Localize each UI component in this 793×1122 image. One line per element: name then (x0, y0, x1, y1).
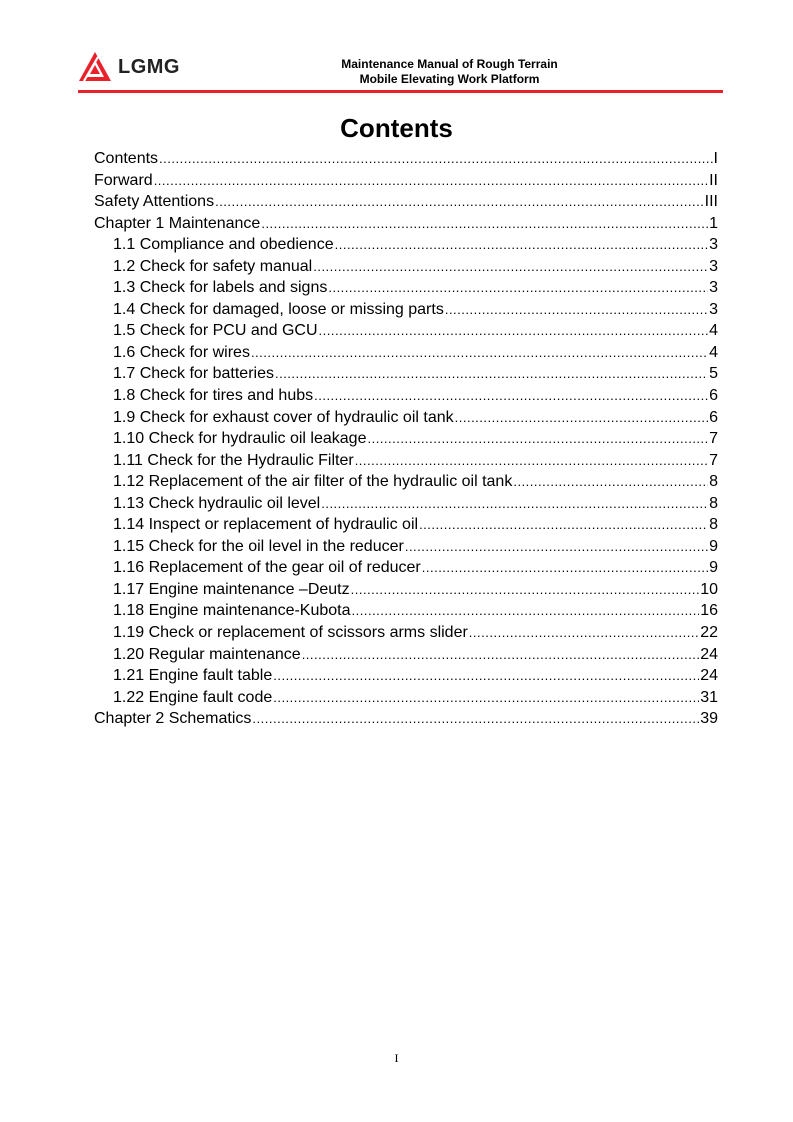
toc-entry[interactable] (94, 363, 718, 385)
toc-entry-page: 8 (709, 494, 718, 512)
toc-entry[interactable] (94, 148, 718, 170)
page-header (78, 48, 723, 94)
toc-dot-leader (405, 536, 708, 558)
toc-dot-leader (335, 234, 708, 256)
toc-dot-leader (302, 644, 700, 666)
toc-entry-page: 24 (700, 667, 718, 685)
toc-entry[interactable] (94, 644, 718, 666)
toc-entry-page: 31 (700, 688, 718, 706)
toc-entry-page: 3 (709, 257, 718, 275)
toc-entry-page: 8 (709, 473, 718, 491)
toc-entry-label: 1.14 Inspect or replacement of hydraulic oil (113, 516, 419, 534)
toc-entry-page: 7 (709, 451, 718, 469)
toc-entry-page: I (713, 150, 718, 167)
toc-entry[interactable] (94, 299, 718, 321)
toc-entry-page: 9 (709, 537, 718, 555)
toc-entry[interactable] (94, 256, 718, 278)
toc-dot-leader (273, 665, 699, 687)
toc-entry-page: 3 (709, 236, 718, 254)
toc-dot-leader (159, 148, 713, 170)
toc-dot-leader (422, 557, 708, 579)
toc-entry-label: 1.1 Compliance and obedience (113, 236, 334, 254)
toc-dot-leader (513, 471, 708, 493)
toc-dot-leader (275, 363, 708, 385)
toc-entry[interactable] (94, 665, 718, 687)
toc-entry[interactable] (94, 600, 718, 622)
logo-text: LGMG (118, 55, 180, 78)
toc-entry-label: Contents (94, 150, 159, 167)
toc-entry-label: Safety Attentions (94, 193, 215, 211)
toc-entry-label: 1.19 Check or replacement of scissors arms slider (113, 624, 468, 642)
toc-dot-leader (328, 277, 708, 299)
toc-dot-leader (469, 622, 699, 644)
toc-entry[interactable] (94, 407, 718, 429)
page-number: I (394, 1051, 399, 1065)
toc-entry-label: 1.12 Replacement of the air filter of the hydraulic oil tank (113, 473, 513, 491)
document-title-line-1: Maintenance Manual of Rough Terrain (341, 57, 558, 71)
toc-entry[interactable] (94, 170, 718, 192)
toc-dot-leader (319, 320, 709, 342)
toc-entry[interactable] (94, 514, 718, 536)
toc-entry-label: 1.15 Check for the oil level in the reducer (113, 537, 404, 555)
toc-entry-page: 10 (700, 580, 718, 598)
toc-entry-page: II (709, 171, 718, 189)
table-of-contents (94, 148, 718, 730)
toc-dot-leader (445, 299, 708, 321)
toc-entry-label: Chapter 1 Maintenance (94, 214, 261, 232)
toc-entry-label: 1.8 Check for tires and hubs (113, 387, 314, 405)
toc-dot-leader (419, 514, 708, 536)
toc-dot-leader (251, 342, 708, 364)
lgmg-logo (78, 50, 180, 84)
toc-entry-label: 1.21 Engine fault table (113, 667, 273, 685)
toc-entry-page: 24 (700, 645, 718, 663)
toc-entry-label: 1.2 Check for safety manual (113, 257, 313, 275)
toc-entry-page: 22 (700, 624, 718, 642)
toc-entry-page: 4 (709, 343, 718, 361)
toc-entry-page: 6 (709, 408, 718, 426)
toc-dot-leader (273, 687, 699, 709)
toc-entry-label: 1.3 Check for labels and signs (113, 279, 328, 297)
toc-entry-page: 7 (709, 430, 718, 448)
toc-entry[interactable] (94, 687, 718, 709)
toc-entry-page: 39 (700, 710, 718, 728)
toc-entry[interactable] (94, 579, 718, 601)
toc-entry-page: 3 (709, 279, 718, 297)
toc-entry-label: 1.9 Check for exhaust cover of hydraulic oil tank (113, 408, 454, 426)
toc-entry[interactable] (94, 234, 718, 256)
toc-dot-leader (261, 213, 708, 235)
toc-entry-label: 1.13 Check hydraulic oil level (113, 494, 321, 512)
toc-dot-leader (314, 385, 708, 407)
toc-entry-page: 5 (709, 365, 718, 383)
document-title (198, 57, 701, 87)
toc-entry-label: 1.22 Engine fault code (113, 688, 273, 706)
toc-entry-label: 1.10 Check for hydraulic oil leakage (113, 430, 367, 448)
page-title: Contents (340, 113, 453, 143)
toc-entry-label: 1.11 Check for the Hydraulic Filter (113, 451, 354, 469)
toc-entry-label: 1.18 Engine maintenance-Kubota (113, 602, 351, 620)
toc-entry[interactable] (94, 450, 718, 472)
toc-entry[interactable] (94, 708, 718, 730)
toc-dot-leader (367, 428, 708, 450)
header-divider (78, 90, 723, 93)
toc-dot-leader (252, 708, 699, 730)
toc-entry[interactable] (94, 277, 718, 299)
toc-dot-leader (313, 256, 708, 278)
toc-entry-label: 1.6 Check for wires (113, 343, 250, 361)
toc-entry[interactable] (94, 191, 718, 213)
toc-entry[interactable] (94, 385, 718, 407)
toc-entry-label: Chapter 2 Schematics (94, 710, 252, 728)
toc-dot-leader (355, 450, 708, 472)
toc-entry[interactable] (94, 213, 718, 235)
toc-entry-label: 1.4 Check for damaged, loose or missing parts (113, 300, 444, 318)
lgmg-logo-icon (78, 51, 112, 83)
toc-entry[interactable] (94, 342, 718, 364)
toc-dot-leader (455, 407, 708, 429)
toc-dot-leader (215, 191, 704, 213)
toc-dot-leader (351, 579, 700, 601)
toc-entry[interactable] (94, 320, 718, 342)
toc-entry-page: 4 (709, 322, 718, 340)
toc-entry[interactable] (94, 471, 718, 493)
toc-entry-page: 3 (709, 300, 718, 318)
toc-entry-label: Forward (94, 171, 153, 189)
toc-entry[interactable] (94, 557, 718, 579)
toc-entry-label: 1.17 Engine maintenance –Deutz (113, 580, 350, 598)
toc-entry-page: III (704, 193, 718, 211)
toc-entry[interactable] (94, 622, 718, 644)
document-title-line-2: Mobile Elevating Work Platform (359, 72, 540, 86)
toc-entry[interactable] (94, 536, 718, 558)
toc-entry-label: 1.7 Check for batteries (113, 365, 274, 383)
toc-entry-page: 1 (709, 214, 718, 232)
toc-entry-label: 1.5 Check for PCU and GCU (113, 322, 318, 340)
toc-entry-page: 9 (709, 559, 718, 577)
toc-entry-page: 16 (700, 602, 718, 620)
toc-dot-leader (321, 493, 708, 515)
toc-entry-label: 1.20 Regular maintenance (113, 645, 301, 663)
toc-dot-leader (352, 600, 700, 622)
toc-entry-page: 8 (709, 516, 718, 534)
toc-entry-label: 1.16 Replacement of the gear oil of reducer (113, 559, 421, 577)
toc-entry-page: 6 (709, 387, 718, 405)
toc-dot-leader (154, 170, 708, 192)
toc-entry[interactable] (94, 428, 718, 450)
toc-entry[interactable] (94, 493, 718, 515)
